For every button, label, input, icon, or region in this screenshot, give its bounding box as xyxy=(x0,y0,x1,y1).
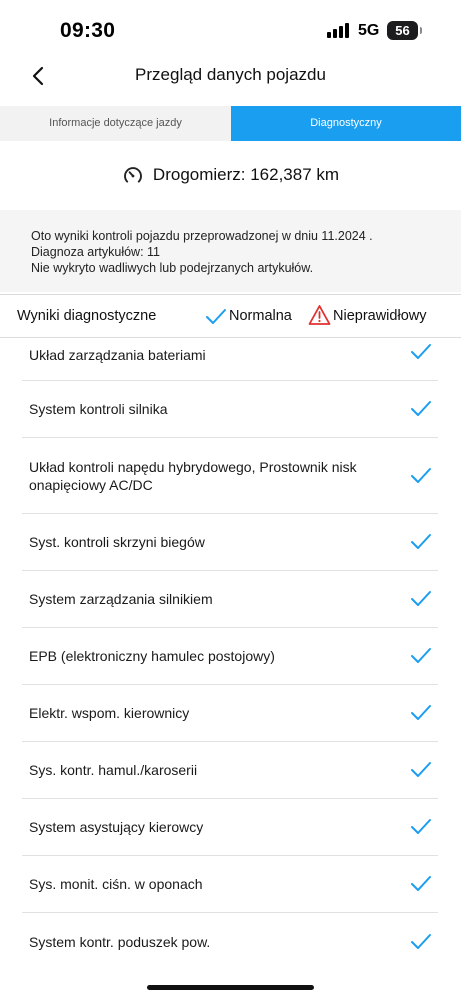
legend-normal-label: Normalna xyxy=(229,308,292,324)
checkmark-icon xyxy=(410,760,432,780)
list-item[interactable] xyxy=(22,514,438,571)
checkmark-icon xyxy=(410,932,432,952)
legend-title: Wyniki diagnostyczne xyxy=(17,308,157,324)
checkmark-icon xyxy=(410,703,432,723)
home-indicator[interactable] xyxy=(147,985,314,990)
item-label: Sys. kontr. hamul./karoserii xyxy=(29,762,198,778)
network-type: 5G xyxy=(358,22,380,39)
battery-icon xyxy=(387,21,418,40)
list-item[interactable] xyxy=(22,799,438,856)
summary-line-result: Nie wykryto wadliwych lub podejrzanych artykułów. xyxy=(31,261,314,275)
checkmark-icon xyxy=(410,817,432,837)
status-bar xyxy=(0,0,461,62)
list-item[interactable] xyxy=(22,913,438,970)
tab-diagnostic[interactable]: Diagnostyczny xyxy=(231,106,461,141)
odometer-value: Drogomierz: 162,387 km xyxy=(152,165,340,184)
item-label: Układ kontroli napędu hybrydowego, Prostownik nisk onapięciowy AC/DC xyxy=(29,458,357,493)
item-label: Elektr. wspom. kierownicy xyxy=(29,705,190,721)
list-item[interactable] xyxy=(22,856,438,913)
list-item[interactable] xyxy=(22,742,438,799)
checkmark-icon xyxy=(410,342,432,362)
diagnostic-summary xyxy=(0,210,461,292)
signal-icon xyxy=(327,23,351,38)
checkmark-icon xyxy=(410,646,432,666)
checkmark-icon xyxy=(410,466,432,486)
list-item[interactable] xyxy=(22,685,438,742)
tab-bar xyxy=(0,106,461,141)
list-item[interactable] xyxy=(22,438,438,514)
item-label: Sys. monit. ciśn. w oponach xyxy=(29,876,203,892)
summary-line-date: Oto wyniki kontroli pojazdu przeprowadzonej w dniu 11.2024 . xyxy=(31,229,373,243)
battery-level: 56 xyxy=(395,23,410,38)
checkmark-icon xyxy=(410,589,432,609)
summary-line-count: Diagnoza artykułów: 11 xyxy=(31,245,161,259)
legend-abnormal-label: Nieprawidłowy xyxy=(333,308,427,324)
status-time: 09:30 xyxy=(60,19,116,42)
nav-header xyxy=(0,56,461,96)
tab-driving-info[interactable]: Informacje dotyczące jazdy xyxy=(0,106,231,141)
page-title: Przegląd danych pojazdu xyxy=(135,65,326,84)
list-item[interactable] xyxy=(22,338,438,381)
checkmark-icon xyxy=(205,307,227,327)
item-label: EPB (elektroniczny hamulec postojowy) xyxy=(29,648,275,664)
item-label: Układ zarządzania bateriami xyxy=(29,347,206,363)
item-label: System kontroli silnika xyxy=(29,401,168,417)
speedometer-icon xyxy=(122,164,144,186)
battery-nub xyxy=(420,27,422,34)
list-item[interactable] xyxy=(22,381,438,438)
list-item[interactable] xyxy=(22,571,438,628)
item-label: System zarządzania silnikiem xyxy=(29,591,213,607)
checkmark-icon xyxy=(410,399,432,419)
item-label: System asystujący kierowcy xyxy=(29,819,204,835)
item-label: Syst. kontroli skrzyni biegów xyxy=(29,534,205,550)
warning-icon xyxy=(308,304,331,326)
checkmark-icon xyxy=(410,532,432,552)
odometer xyxy=(0,160,461,190)
diagnostic-list xyxy=(22,338,438,970)
item-label: System kontr. poduszek pow. xyxy=(29,933,211,950)
checkmark-icon xyxy=(410,874,432,894)
results-legend xyxy=(0,294,461,338)
list-item[interactable] xyxy=(22,628,438,685)
